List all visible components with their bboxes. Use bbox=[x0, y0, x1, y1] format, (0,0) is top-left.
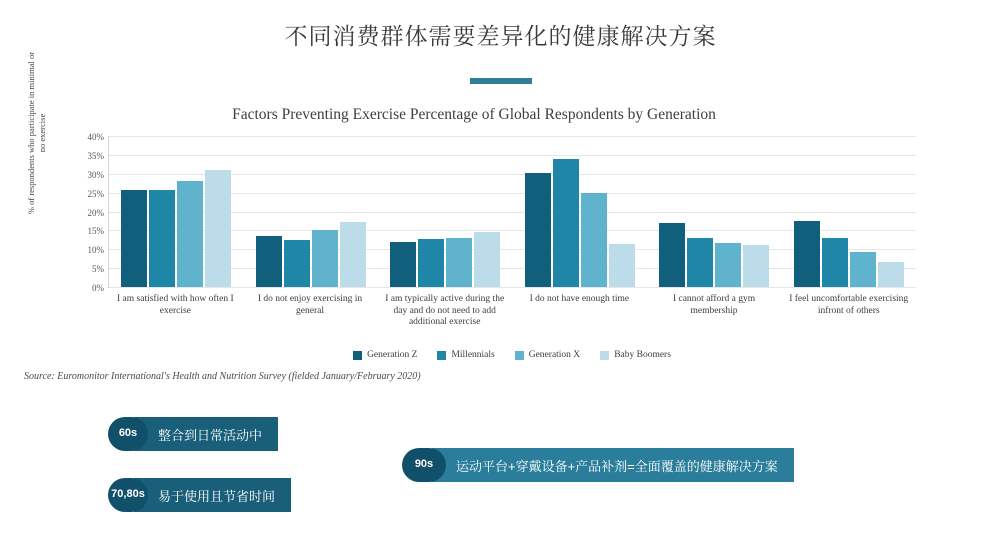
bar[interactable] bbox=[525, 173, 551, 287]
legend-label: Millennials bbox=[451, 350, 495, 360]
legend-label: Generation X bbox=[528, 350, 581, 360]
x-axis-tick: I am typically active during the day and do not need to add additional exercise bbox=[385, 294, 505, 328]
legend-item[interactable] bbox=[600, 350, 671, 360]
bar[interactable] bbox=[609, 244, 635, 287]
chart-title: Factors Preventing Exercise Percentage of Global Respondents by Generation bbox=[232, 106, 716, 123]
bar[interactable] bbox=[687, 238, 713, 287]
bar[interactable] bbox=[256, 236, 282, 287]
bar[interactable] bbox=[121, 190, 147, 287]
chart-container bbox=[24, 51, 924, 390]
x-axis-categories bbox=[108, 290, 916, 329]
callout-60s bbox=[108, 417, 278, 451]
page-title: 不同消费群体需要差异化的健康解决方案 bbox=[284, 23, 717, 49]
bar-group bbox=[647, 136, 782, 287]
legend-swatch bbox=[600, 351, 609, 360]
bar[interactable] bbox=[850, 252, 876, 287]
bar[interactable] bbox=[284, 240, 310, 287]
callout-70-80s bbox=[108, 478, 291, 512]
callout-text: 易于使用且节省时间 bbox=[134, 478, 291, 512]
legend-item[interactable] bbox=[437, 350, 494, 360]
bar-group bbox=[244, 136, 379, 287]
bar[interactable] bbox=[581, 193, 607, 287]
bar[interactable] bbox=[878, 262, 904, 287]
x-axis-tick: I do not enjoy exercising in general bbox=[257, 294, 363, 316]
legend-swatch bbox=[515, 351, 524, 360]
bar[interactable] bbox=[390, 242, 416, 287]
gridline bbox=[92, 283, 916, 293]
y-axis-tick: 25% bbox=[87, 188, 104, 199]
legend-item[interactable] bbox=[515, 350, 580, 360]
bar[interactable] bbox=[149, 190, 175, 287]
bar-group bbox=[378, 136, 513, 287]
bar[interactable] bbox=[312, 230, 338, 287]
bar[interactable] bbox=[715, 243, 741, 287]
legend-label: Baby Boomers bbox=[614, 350, 671, 360]
bar[interactable] bbox=[659, 223, 685, 287]
bar[interactable] bbox=[205, 170, 231, 287]
title-divider bbox=[470, 78, 532, 84]
legend-swatch bbox=[437, 351, 446, 360]
bar-groups bbox=[109, 136, 916, 287]
y-axis-label: % of respondents who participate in minimal or no exercise bbox=[26, 51, 47, 215]
y-axis-tick: 0% bbox=[92, 283, 104, 293]
callout-badge: 70, 80s bbox=[108, 478, 148, 512]
y-axis-tick: 20% bbox=[87, 207, 104, 218]
y-axis-tick: 15% bbox=[87, 226, 104, 237]
legend-label: Generation Z bbox=[367, 350, 418, 360]
y-axis-tick: 35% bbox=[87, 150, 104, 161]
y-axis-tick: 5% bbox=[92, 264, 104, 275]
x-axis-tick: I feel uncomfortable exercising infront of others bbox=[789, 294, 909, 316]
y-axis-tick: 10% bbox=[87, 245, 104, 256]
bar[interactable] bbox=[474, 232, 500, 287]
x-axis-tick: I do not have enough time bbox=[529, 294, 630, 304]
callout-badge: 90s bbox=[402, 448, 446, 482]
bar[interactable] bbox=[553, 159, 579, 287]
plot-area bbox=[87, 132, 916, 293]
chart-legend bbox=[108, 350, 916, 360]
callout-text: 整合到日常活动中 bbox=[134, 417, 278, 451]
chart-source: Source: Euromonitor International's Health and Nutrition Survey (fielded January/February 2020) bbox=[24, 371, 421, 382]
bar-group bbox=[513, 136, 648, 287]
bar[interactable] bbox=[418, 239, 444, 287]
bar[interactable] bbox=[177, 181, 203, 287]
legend-item[interactable] bbox=[353, 350, 417, 360]
legend-swatch bbox=[353, 351, 362, 360]
y-axis-tick: 30% bbox=[87, 169, 104, 180]
bar-group bbox=[782, 136, 917, 287]
bar[interactable] bbox=[446, 238, 472, 287]
bar-group bbox=[109, 136, 244, 287]
x-axis-tick: I cannot afford a gym membership bbox=[672, 294, 756, 316]
y-axis-tick: 40% bbox=[87, 132, 104, 142]
bar[interactable] bbox=[743, 245, 769, 287]
callout-badge: 60s bbox=[108, 417, 148, 451]
bar[interactable] bbox=[822, 238, 848, 287]
x-axis-tick: I am satisfied with how often I exercise bbox=[117, 294, 234, 316]
callout-text: 运动平台+穿戴设备+产品补剂=全面覆盖的健康解决方案 bbox=[432, 448, 794, 482]
bar[interactable] bbox=[794, 221, 820, 287]
callout-90s bbox=[402, 448, 794, 482]
bar[interactable] bbox=[340, 222, 366, 287]
